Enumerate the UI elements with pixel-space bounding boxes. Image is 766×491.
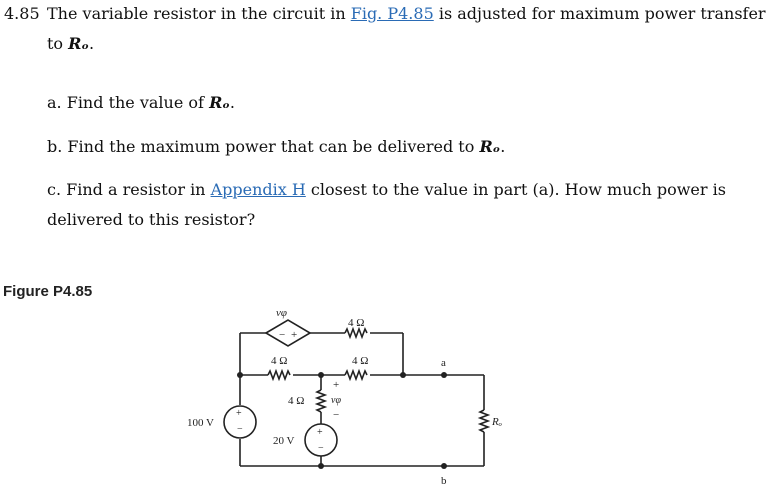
resistor-right: [345, 371, 367, 379]
resistor-mid: [317, 390, 325, 412]
node-b-label: b: [441, 475, 447, 487]
intro-text-end: is adjusted for maximum power transfer: [438, 4, 766, 23]
r-left-label: 4 Ω: [271, 355, 288, 367]
terminal-a: [441, 372, 447, 378]
v100-minus: −: [237, 424, 243, 435]
part-a-period: .: [229, 93, 235, 112]
part-b-text: b. Find the maximum power that can be delivered to: [47, 137, 475, 156]
figure-link[interactable]: Fig. P4.85: [350, 4, 434, 23]
r-top-label: 4 Ω: [348, 317, 365, 329]
v20-plus: +: [317, 427, 323, 438]
intro-text: The variable resistor in the circuit in: [47, 4, 346, 23]
node-a-label: a: [441, 357, 446, 369]
r-right-label: 4 Ω: [352, 355, 369, 367]
resistor-top: [345, 329, 367, 337]
vphi-label: vφ: [331, 395, 341, 406]
v20-minus: −: [318, 443, 324, 454]
v20-label: 20 V: [273, 435, 295, 447]
dep-source-label: vφ: [276, 307, 287, 319]
ro-symbol-b: Rₒ: [479, 137, 501, 156]
appendix-link[interactable]: Appendix H: [210, 180, 306, 199]
ro-symbol: Rₒ: [68, 34, 89, 53]
terminal-b: [441, 463, 447, 469]
intro-period: .: [88, 34, 95, 53]
resistor-ro: [480, 410, 488, 432]
part-c-text-end: closest to the value in part (a). How much power is: [310, 180, 726, 199]
part-c-text-2: delivered to this resistor?: [47, 210, 256, 229]
resistor-left: [268, 371, 290, 379]
dep-minus: −: [279, 329, 286, 341]
intro-text-2: to: [47, 34, 64, 53]
part-c-text: c. Find a resistor in: [47, 180, 206, 199]
figure-label: Figure P4.85: [3, 283, 93, 300]
v100-plus: +: [236, 408, 242, 419]
vphi-plus: +: [333, 379, 340, 391]
r-mid-label: 4 Ω: [288, 395, 305, 407]
part-a-text: a. Find the value of: [47, 93, 204, 112]
dep-plus: +: [291, 329, 298, 341]
ro-label: Rₒ: [492, 416, 502, 428]
v100-label: 100 V: [187, 417, 214, 429]
part-b-period: .: [500, 137, 506, 156]
ro-symbol-a: Rₒ: [209, 93, 230, 112]
dependent-source: [266, 320, 310, 346]
problem-number: 4.85: [4, 4, 40, 23]
vphi-minus: −: [333, 409, 340, 421]
